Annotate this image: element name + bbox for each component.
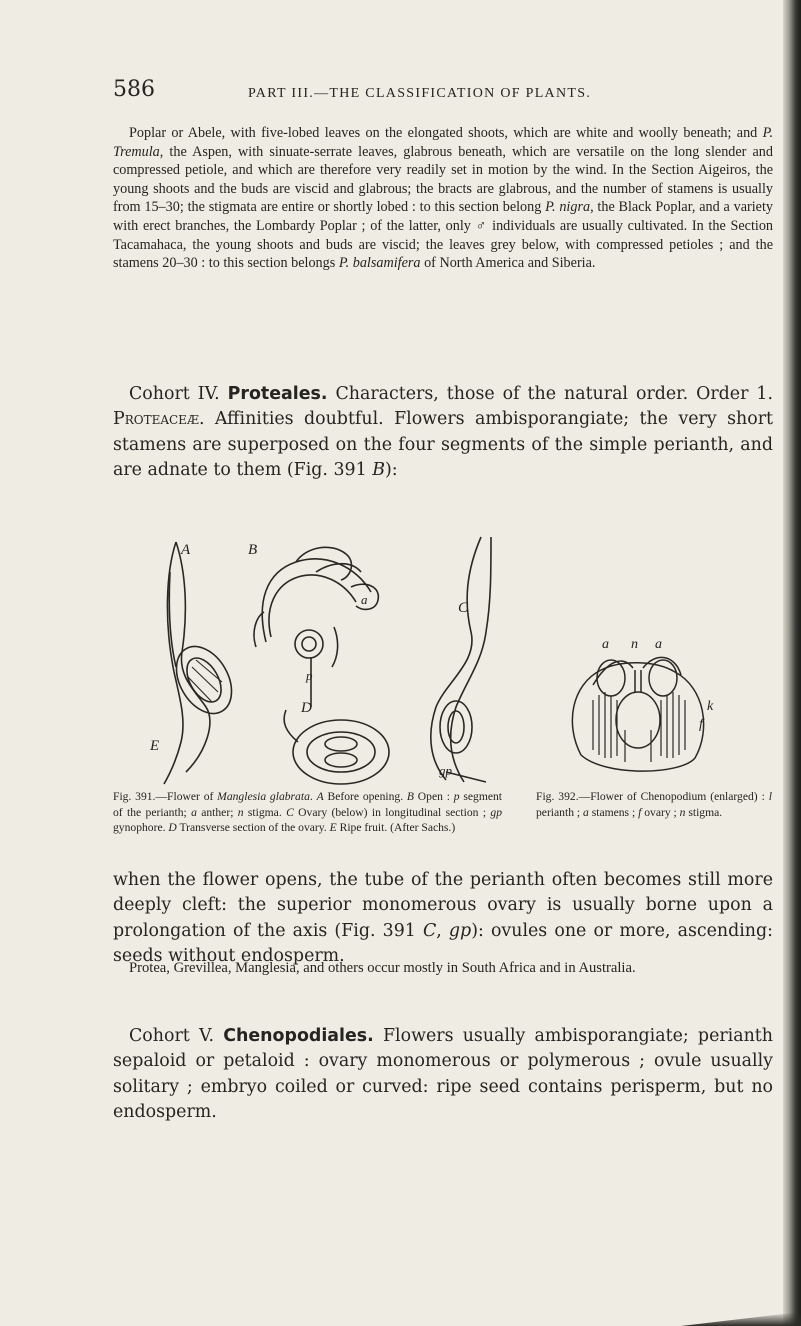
cohort-v-label: Cohort V. — [129, 1026, 215, 1046]
figure-392-chenopodium — [563, 630, 723, 778]
fig392-label-f: f — [699, 717, 703, 732]
fig391-label-d: D — [301, 700, 312, 716]
figure-391-manglesia — [146, 532, 531, 787]
fig392-label-a2: a — [655, 637, 662, 652]
poplar-paragraph: Poplar or Abele, with five-lobed leaves on the elongated shoots, which are white and woolly beneath; and P. Tremula, the Aspen, with sinuate-serrate leaves, glabrous beneath, which are versatile on the long slender and compressed petiole, and which are therefore very readily set in motion by the wind. In the Section Aigeiros, the young shoots and the buds are viscid and glabrous; the bracts are glabrous, and the number of stamens is usually from 15–30; the stigmata are entire or shortly lobed : to this section belong P. nigra, the Black Poplar, and a variety with erect branches, the Lombardy Poplar ; of the latter, only ♂ individuals are usually cultivated. In the Section Tacamahaca, the young shoots and buds are viscid; the leaves grey below, with compressed petioles ; and the stamens 20–30 : to this section belongs P. balsamifera of North America and Siberia. — [113, 125, 774, 272]
fig391-label-a: A — [181, 542, 191, 558]
order-proteaceae: Proteaceæ. — [113, 409, 205, 430]
fig391-label-b: B — [248, 542, 258, 558]
flower-stigma-disk — [295, 630, 323, 658]
stamen-right — [649, 660, 677, 696]
proteaceae-continued-paragraph: when the flower opens, the tube of the perianth often becomes still more deeply cleft: the superior monomerous ovary is usually borne upon a prolongation of the axis (Fig. 391 C, gp): ovules one or more, ascending: seeds without endosperm. — [113, 870, 773, 967]
cohort-iv-label: Cohort IV. — [129, 384, 220, 404]
page-number: 586 — [113, 77, 155, 102]
running-head: PART III.—THE CLASSIFICATION OF PLANTS. — [248, 86, 592, 101]
figure-391-caption: Fig. 391.—Flower of Manglesia glabrata. A Before opening. B Open : p segment of the perianth; a anther; n stigma. C Ovary (below) in longitudinal section ; gp gynophore. D Transverse section of the ovary. E Ripe fruit. (After Sachs.) — [113, 790, 503, 835]
cohort-iv-paragraph: Cohort IV. Proteales. Characters, those of the natural order. Order 1. Proteaceæ. Affinities doubtful. Flowers ambisporangiate; the very short stamens are superposed on the four segments of the simple perianth, and are adnate to them (Fig. 391 B): — [113, 384, 773, 481]
cohort-v-paragraph: Cohort V. Chenopodiales. Flowers usually ambisporangiate; perianth sepaloid or petaloid : ovary monomerous or polymerous ; ovule usually solitary ; embryo coiled or curved: ripe seed contains perisperm, but no endosperm. — [113, 1026, 773, 1123]
fig391-label-e: E — [150, 738, 160, 754]
fig392-label-k: k — [707, 699, 714, 714]
cohort-v-name: Chenopodiales. — [223, 1026, 374, 1046]
fig392-label-a1: a — [602, 637, 609, 652]
fig391-label-p: p — [306, 668, 313, 683]
figure-392-caption: Fig. 392.—Flower of Chenopodium (enlarged) : l perianth ; a stamens ; f ovary ; n stigma. — [536, 790, 772, 819]
fig391-label-c: C — [458, 600, 469, 616]
page-edge-shadow — [783, 0, 801, 1326]
fig391-label-gp: gp — [439, 763, 452, 778]
fig392-label-n: n — [631, 637, 638, 652]
bud-outline — [176, 542, 210, 772]
bud-head — [165, 637, 243, 723]
cohort-iv-name: Proteales. — [227, 384, 328, 404]
bud-stalk — [164, 542, 183, 784]
protea-distribution-paragraph: Protea, Grevillea, Manglesia, and others occur mostly in South Africa and in Australia. — [129, 960, 636, 976]
perianth-outline — [572, 663, 703, 771]
ovary — [616, 692, 660, 748]
fig391-label-alpha: a — [361, 592, 368, 607]
